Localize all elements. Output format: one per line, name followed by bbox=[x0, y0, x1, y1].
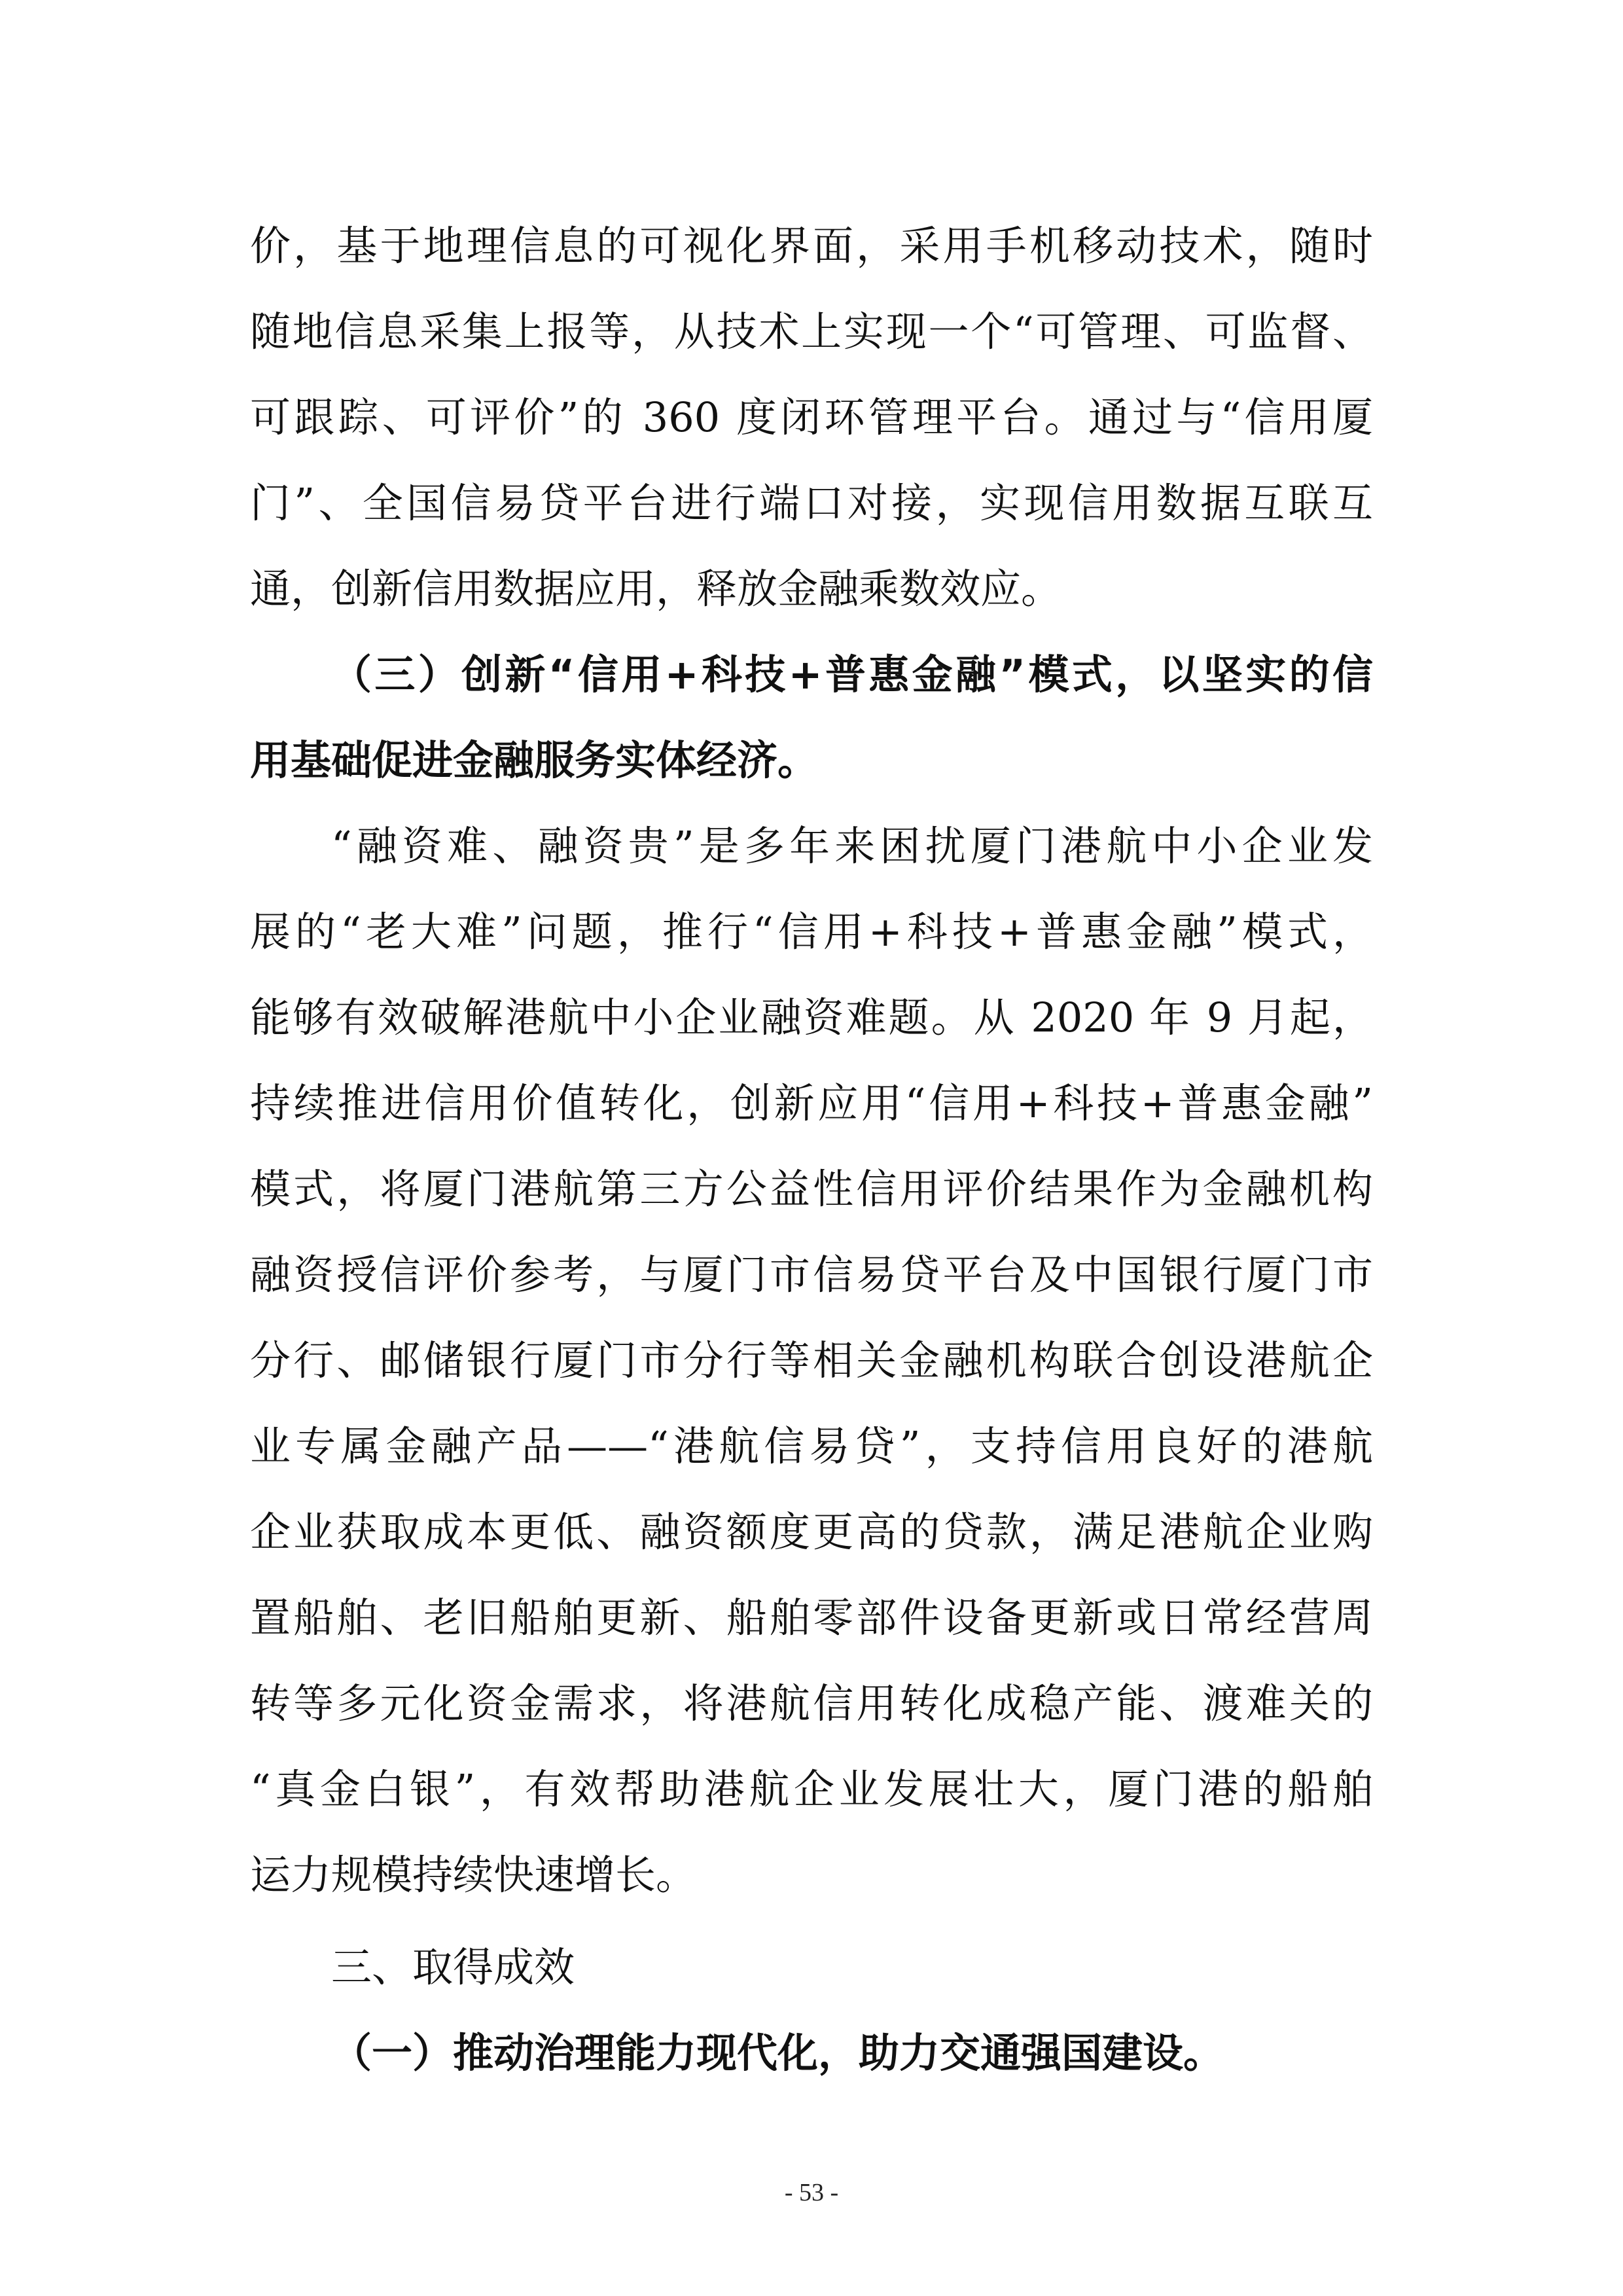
paragraph-financing bbox=[250, 803, 1373, 1918]
text-line: 随地信息采集上报等，从技术上实现一个“可管理、可监督、 bbox=[250, 308, 1373, 355]
subsection-heading-3 bbox=[250, 632, 1373, 803]
text-line: 企业获取成本更低、融资额度更高的贷款，满足港航企业购 bbox=[250, 1508, 1373, 1556]
text-line: 可跟踪、可评价”的 360 度闭环管理平台。通过与“信用厦 bbox=[250, 393, 1373, 441]
text-line: 业专属金融产品——“港航信易贷”，支持信用良好的港航 bbox=[250, 1422, 1373, 1470]
document-body bbox=[250, 203, 1373, 2096]
text-line: 能够有效破解港航中小企业融资难题。从 2020 年 9 月起， bbox=[250, 994, 1373, 1041]
heading-line: （三）创新“信用+科技+普惠金融”模式，以坚实的信 bbox=[331, 651, 1373, 698]
section-heading: 三、取得成效 bbox=[331, 1943, 575, 1991]
heading-line: 用基础促进金融服务实体经济。 bbox=[250, 736, 819, 784]
text-line: 运力规模持续快速增长。 bbox=[250, 1851, 697, 1899]
text-line: 通，创新信用数据应用，释放金融乘数效应。 bbox=[250, 565, 1062, 613]
subsection-heading-1: （一）推动治理能力现代化，助力交通强国建设。 bbox=[331, 2029, 1224, 2077]
spacer bbox=[250, 1918, 1373, 1924]
text-line: 持续推进信用价值转化，创新应用“信用+科技+普惠金融” bbox=[250, 1079, 1373, 1127]
text-line: 门”、全国信易贷平台进行端口对接，实现信用数据互联互 bbox=[250, 479, 1373, 527]
text-line: 融资授信评价参考，与厦门市信易贷平台及中国银行厦门市 bbox=[250, 1251, 1373, 1299]
text-line: 价，基于地理信息的可视化界面，采用手机移动技术，随时 bbox=[250, 222, 1373, 270]
text-line: 置船舶、老旧船舶更新、船舶零部件设备更新或日常经营周 bbox=[250, 1594, 1373, 1641]
text-line: “真金白银”，有效帮助港航企业发展壮大，厦门港的船舶 bbox=[250, 1765, 1373, 1813]
text-line: 分行、邮储银行厦门市分行等相关金融机构联合创设港航企 bbox=[250, 1336, 1373, 1384]
paragraph-continued bbox=[250, 203, 1373, 632]
text-line: 转等多元化资金需求，将港航信用转化成稳产能、渡难关的 bbox=[250, 1679, 1373, 1727]
text-line: 模式，将厦门港航第三方公益性信用评价结果作为金融机构 bbox=[250, 1165, 1373, 1213]
text-line: “融资难、融资贵”是多年来困扰厦门港航中小企业发 bbox=[331, 822, 1373, 870]
page-number: - 53 - bbox=[784, 2179, 839, 2206]
text-line: 展的“老大难”问题，推行“信用+科技+普惠金融”模式， bbox=[250, 908, 1373, 956]
